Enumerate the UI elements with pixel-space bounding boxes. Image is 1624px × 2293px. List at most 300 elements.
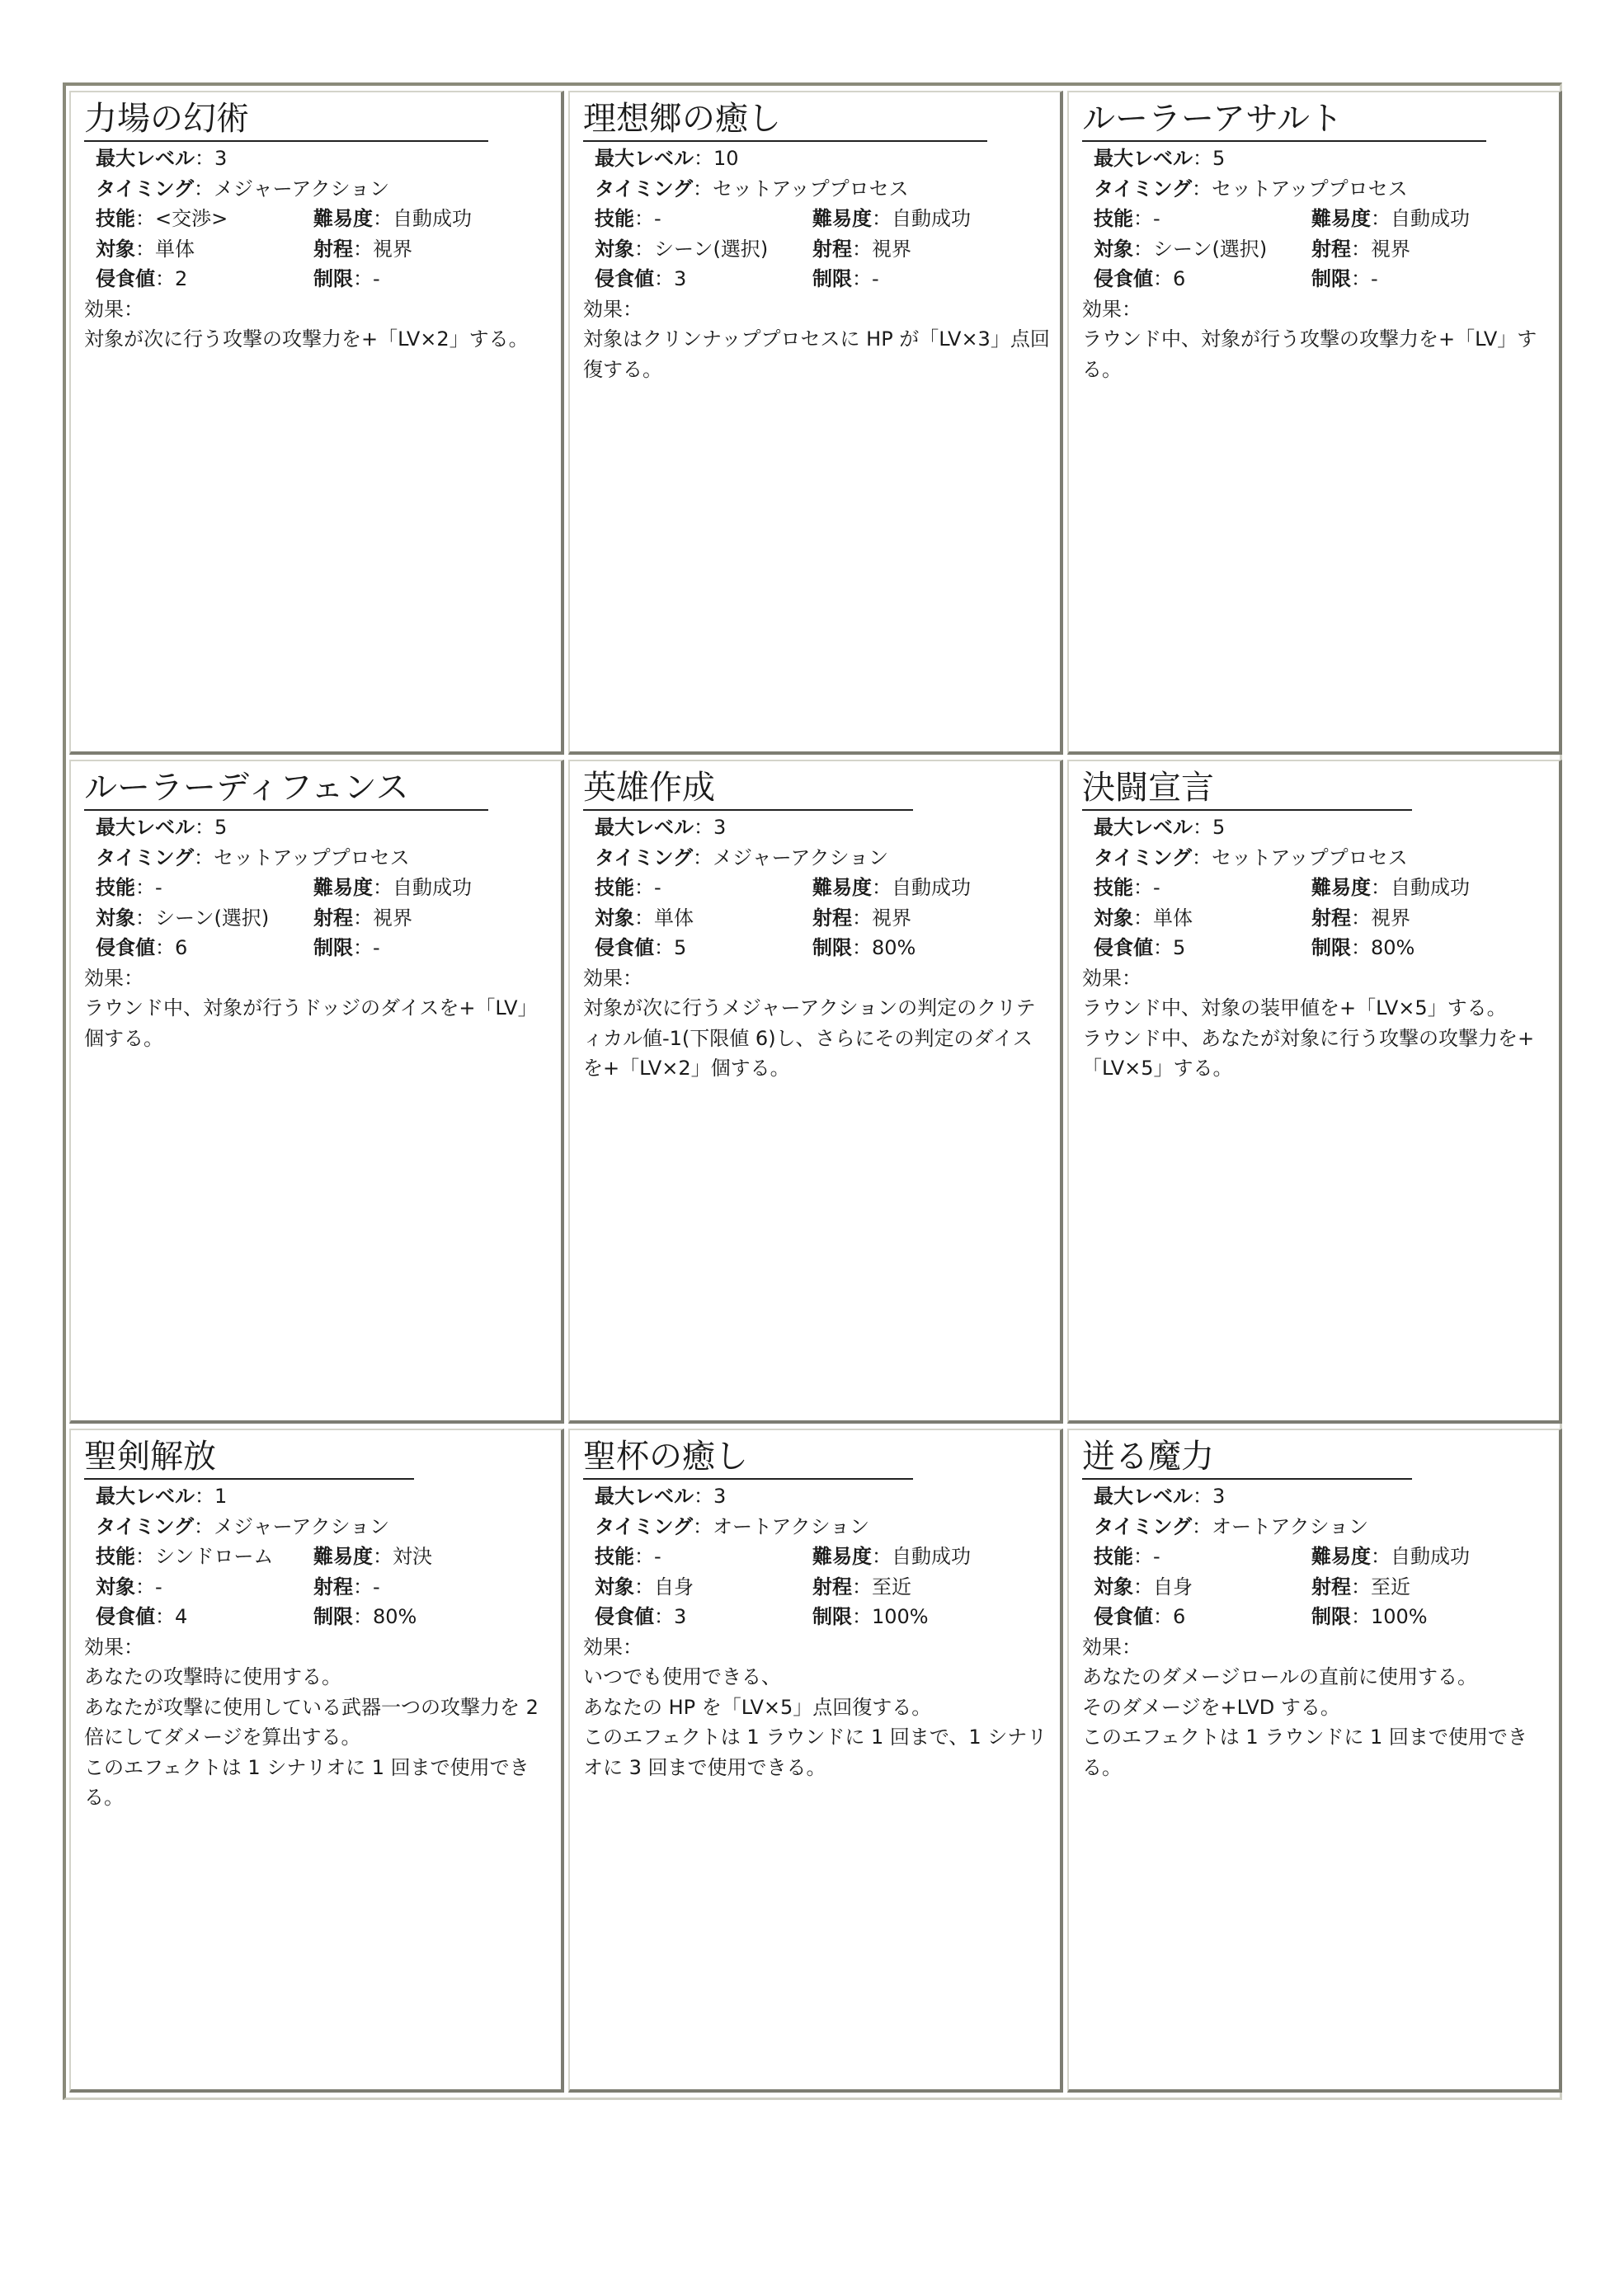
separator: ： <box>1371 876 1391 899</box>
timing-value: メジャーアクション <box>713 845 889 869</box>
erosion-limit-row <box>84 1602 551 1632</box>
effect-card-8 <box>568 1429 1063 2093</box>
target-range-row <box>1082 1572 1549 1603</box>
skill-label: 技能 <box>96 1545 135 1568</box>
erosion-label: 侵食値 <box>1094 936 1153 959</box>
skill-difficulty-row <box>1082 1542 1549 1572</box>
max-level-label: 最大レベル <box>595 147 694 170</box>
max-level-label: 最大レベル <box>1094 1485 1193 1508</box>
difficulty-label: 難易度 <box>1311 207 1371 230</box>
separator: ： <box>1351 267 1371 290</box>
skill-value: - <box>155 876 162 899</box>
effect-line: 対象はクリンナッププロセスに HP が「LV×3」点回復する。 <box>583 327 1050 381</box>
max-level-value: 5 <box>214 816 228 839</box>
effect-card-3 <box>1067 91 1562 755</box>
separator: ： <box>852 906 872 930</box>
range-value: - <box>373 1575 380 1599</box>
separator: ： <box>694 816 713 839</box>
max-level-row <box>1082 812 1549 843</box>
max-level-label: 最大レベル <box>96 1485 195 1508</box>
difficulty-value: 自動成功 <box>892 876 971 899</box>
separator: ： <box>135 1575 155 1599</box>
separator: ： <box>634 1545 654 1568</box>
effect-text <box>583 1662 1050 1782</box>
range-label: 射程 <box>313 906 353 930</box>
separator: ： <box>1193 1485 1212 1508</box>
timing-value: セットアッププロセス <box>1212 177 1408 200</box>
erosion-limit-row <box>1082 264 1549 294</box>
target-label: 対象 <box>96 1575 135 1599</box>
target-range-row <box>583 234 1050 265</box>
erosion-limit-row <box>583 1602 1050 1632</box>
separator: ： <box>1351 237 1371 261</box>
separator: ： <box>195 147 214 170</box>
max-level-value: 10 <box>713 147 739 170</box>
difficulty-value: 自動成功 <box>892 1545 971 1568</box>
effect-label: 効果： <box>84 966 144 990</box>
difficulty-label: 難易度 <box>812 876 872 899</box>
difficulty-value: 自動成功 <box>393 207 472 230</box>
effect-card-6 <box>1067 760 1562 1424</box>
range-label: 射程 <box>812 906 852 930</box>
erosion-value: 4 <box>175 1605 188 1628</box>
timing-label: タイミング <box>1094 1514 1193 1538</box>
skill-label: 技能 <box>595 207 634 230</box>
card-title: ルーラーアサルト <box>1082 97 1486 142</box>
range-value: 視界 <box>373 906 412 930</box>
effect-label: 効果： <box>1082 1635 1142 1659</box>
separator: ： <box>135 876 155 899</box>
separator: ： <box>872 1545 892 1568</box>
card-title: ルーラーディフェンス <box>84 766 488 811</box>
skill-label: 技能 <box>1094 1545 1133 1568</box>
target-range-row <box>84 903 551 934</box>
timing-row <box>583 1512 1050 1542</box>
separator: ： <box>1133 1545 1153 1568</box>
erosion-value: 6 <box>1173 1605 1186 1628</box>
limit-label: 制限 <box>313 1605 353 1628</box>
erosion-label: 侵食値 <box>96 936 155 959</box>
timing-row <box>84 174 551 205</box>
target-label: 対象 <box>1094 906 1133 930</box>
effect-line: あなたのダメージロールの直前に使用する。 <box>1082 1665 1478 1688</box>
max-level-row <box>1082 1481 1549 1512</box>
card-title: 聖剣解放 <box>84 1435 414 1480</box>
target-label: 対象 <box>595 237 634 261</box>
separator: ： <box>1133 1575 1153 1599</box>
limit-value: - <box>373 267 380 290</box>
separator: ： <box>194 1514 214 1538</box>
target-label: 対象 <box>96 906 135 930</box>
timing-row <box>1082 174 1549 205</box>
card-sheet <box>63 82 1562 2100</box>
effect-label: 効果： <box>84 297 144 321</box>
range-label: 射程 <box>1311 906 1351 930</box>
target-range-row <box>1082 234 1549 265</box>
separator: ： <box>872 876 892 899</box>
max-level-row <box>84 1481 551 1512</box>
effect-line: このエフェクトは 1 シナリオに 1 回まで使用できる。 <box>84 1755 530 1809</box>
erosion-label: 侵食値 <box>96 1605 155 1628</box>
effect-card-7 <box>69 1429 564 2093</box>
separator: ： <box>155 936 175 959</box>
effect-card-1 <box>69 91 564 755</box>
separator: ： <box>353 267 373 290</box>
max-level-row <box>84 812 551 843</box>
erosion-limit-row <box>583 264 1050 294</box>
max-level-row <box>1082 144 1549 174</box>
skill-value: シンドローム <box>155 1545 274 1568</box>
skill-difficulty-row <box>583 873 1050 903</box>
effect-text <box>84 993 551 1053</box>
erosion-limit-row <box>84 264 551 294</box>
separator: ： <box>693 1514 713 1538</box>
card-title: 迸る魔力 <box>1082 1435 1412 1480</box>
limit-label: 制限 <box>1311 1605 1351 1628</box>
separator: ： <box>353 1575 373 1599</box>
difficulty-value: 自動成功 <box>1391 1545 1470 1568</box>
separator: ： <box>694 147 713 170</box>
target-value: 単体 <box>155 237 195 261</box>
difficulty-label: 難易度 <box>313 207 373 230</box>
separator: ： <box>353 936 373 959</box>
effect-line: ラウンド中、対象が行う攻撃の攻撃力を+「LV」する。 <box>1082 327 1537 381</box>
effect-label: 効果： <box>583 966 643 990</box>
erosion-label: 侵食値 <box>595 936 654 959</box>
effect-line: ラウンド中、あなたが対象に行う攻撃の攻撃力を+「LV×5」する。 <box>1082 1026 1535 1080</box>
separator: ： <box>1192 1514 1212 1538</box>
effect-text <box>84 1662 551 1813</box>
range-value: 至近 <box>1371 1575 1410 1599</box>
card-title: 英雄作成 <box>583 766 913 811</box>
separator: ： <box>654 936 674 959</box>
timing-value: メジャーアクション <box>214 1514 390 1538</box>
effect-label: 効果： <box>1082 297 1142 321</box>
separator: ： <box>1133 876 1153 899</box>
timing-label: タイミング <box>96 1514 195 1538</box>
effect-text <box>583 993 1050 1084</box>
target-value: シーン(選択) <box>654 237 769 261</box>
target-range-row <box>84 234 551 265</box>
skill-label: 技能 <box>96 207 135 230</box>
separator: ： <box>634 906 654 930</box>
skill-value: - <box>654 876 661 899</box>
limit-label: 制限 <box>812 267 852 290</box>
effect-card-4 <box>69 760 564 1424</box>
range-value: 視界 <box>1371 906 1410 930</box>
timing-value: オートアクション <box>1212 1514 1369 1538</box>
timing-label: タイミング <box>595 1514 694 1538</box>
limit-value: - <box>373 936 380 959</box>
range-value: 視界 <box>373 237 412 261</box>
target-value: シーン(選択) <box>1153 237 1268 261</box>
max-level-value: 5 <box>1212 147 1226 170</box>
separator: ： <box>1193 147 1212 170</box>
separator: ： <box>1153 267 1173 290</box>
effect-text <box>1082 1662 1549 1782</box>
target-value: 単体 <box>654 906 694 930</box>
effect-line: あなたが攻撃に使用している武器一つの攻撃力を 2 倍にしてダメージを算出する。 <box>84 1695 539 1749</box>
limit-label: 制限 <box>1311 936 1351 959</box>
max-level-label: 最大レベル <box>595 816 694 839</box>
skill-label: 技能 <box>595 1545 634 1568</box>
erosion-label: 侵食値 <box>595 1605 654 1628</box>
range-label: 射程 <box>812 237 852 261</box>
separator: ： <box>1351 906 1371 930</box>
effect-line: ラウンド中、対象が行うドッジのダイスを+「LV」個する。 <box>84 996 538 1050</box>
range-value: 至近 <box>872 1575 911 1599</box>
separator: ： <box>135 207 155 230</box>
skill-label: 技能 <box>1094 876 1133 899</box>
separator: ： <box>852 237 872 261</box>
target-value: 自身 <box>654 1575 694 1599</box>
separator: ： <box>852 936 872 959</box>
max-level-row <box>583 812 1050 843</box>
separator: ： <box>654 267 674 290</box>
separator: ： <box>693 845 713 869</box>
limit-label: 制限 <box>812 1605 852 1628</box>
skill-difficulty-row <box>84 873 551 903</box>
card-title: 理想郷の癒し <box>583 97 987 142</box>
difficulty-value: 自動成功 <box>892 207 971 230</box>
separator: ： <box>694 1485 713 1508</box>
separator: ： <box>634 237 654 261</box>
effect-card-5 <box>568 760 1063 1424</box>
separator: ： <box>135 906 155 930</box>
erosion-value: 5 <box>674 936 687 959</box>
separator: ： <box>1371 1545 1391 1568</box>
timing-label: タイミング <box>595 177 694 200</box>
max-level-value: 3 <box>214 147 228 170</box>
separator: ： <box>135 1545 155 1568</box>
target-label: 対象 <box>1094 237 1133 261</box>
target-value: 自身 <box>1153 1575 1193 1599</box>
card-title: 決闘宣言 <box>1082 766 1412 811</box>
timing-value: セットアッププロセス <box>1212 845 1408 869</box>
target-label: 対象 <box>595 1575 634 1599</box>
erosion-limit-row <box>1082 1602 1549 1632</box>
range-label: 射程 <box>313 237 353 261</box>
effect-line: ラウンド中、対象の装甲値を+「LV×5」する。 <box>1082 996 1507 1019</box>
skill-value: - <box>1153 1545 1160 1568</box>
separator: ： <box>1153 1605 1173 1628</box>
timing-label: タイミング <box>1094 845 1193 869</box>
timing-row <box>583 843 1050 873</box>
max-level-row <box>583 1481 1050 1512</box>
separator: ： <box>1192 177 1212 200</box>
separator: ： <box>353 906 373 930</box>
timing-label: タイミング <box>96 177 195 200</box>
range-value: 視界 <box>872 906 911 930</box>
skill-value: - <box>654 207 661 230</box>
timing-row <box>1082 1512 1549 1542</box>
range-label: 射程 <box>812 1575 852 1599</box>
range-value: 視界 <box>872 237 911 261</box>
separator: ： <box>155 267 175 290</box>
skill-label: 技能 <box>96 876 135 899</box>
erosion-label: 侵食値 <box>595 267 654 290</box>
limit-value: 80% <box>1371 936 1415 959</box>
skill-difficulty-row <box>84 1542 551 1572</box>
max-level-value: 3 <box>713 1485 727 1508</box>
separator: ： <box>1153 936 1173 959</box>
limit-value: - <box>872 267 879 290</box>
difficulty-value: 対決 <box>393 1545 432 1568</box>
range-label: 射程 <box>1311 237 1351 261</box>
target-value: - <box>155 1575 162 1599</box>
skill-value: - <box>1153 876 1160 899</box>
skill-value: - <box>654 1545 661 1568</box>
effect-label: 効果： <box>583 297 643 321</box>
erosion-limit-row <box>84 933 551 963</box>
difficulty-value: 自動成功 <box>393 876 472 899</box>
target-range-row <box>583 1572 1050 1603</box>
separator: ： <box>1133 237 1153 261</box>
limit-value: 100% <box>872 1605 929 1628</box>
skill-difficulty-row <box>84 204 551 234</box>
effect-card-9 <box>1067 1429 1562 2093</box>
separator: ： <box>373 876 393 899</box>
separator: ： <box>195 1485 214 1508</box>
separator: ： <box>654 1605 674 1628</box>
limit-label: 制限 <box>313 267 353 290</box>
separator: ： <box>194 177 214 200</box>
separator: ： <box>353 1605 373 1628</box>
effect-line: このエフェクトは 1 ラウンドに 1 回まで使用できる。 <box>1082 1726 1528 1779</box>
effect-label: 効果： <box>84 1635 144 1659</box>
max-level-value: 1 <box>214 1485 228 1508</box>
max-level-value: 3 <box>713 816 727 839</box>
separator: ： <box>194 845 214 869</box>
erosion-value: 5 <box>1173 936 1186 959</box>
target-range-row <box>1082 903 1549 934</box>
effect-line: あなたの攻撃時に使用する。 <box>84 1665 341 1688</box>
separator: ： <box>634 876 654 899</box>
erosion-value: 6 <box>175 936 188 959</box>
difficulty-label: 難易度 <box>1311 1545 1371 1568</box>
effect-label: 効果： <box>583 1635 643 1659</box>
separator: ： <box>872 207 892 230</box>
range-value: 視界 <box>1371 237 1410 261</box>
effect-line: あなたの HP を「LV×5」点回復する。 <box>583 1695 932 1719</box>
timing-label: タイミング <box>96 845 195 869</box>
effect-line: そのダメージを+LVD する。 <box>1082 1695 1340 1719</box>
skill-label: 技能 <box>595 876 634 899</box>
separator: ： <box>1351 1575 1371 1599</box>
difficulty-value: 自動成功 <box>1391 876 1470 899</box>
skill-difficulty-row <box>1082 873 1549 903</box>
effect-text <box>1082 993 1549 1084</box>
timing-value: メジャーアクション <box>214 177 390 200</box>
timing-label: タイミング <box>595 845 694 869</box>
max-level-value: 3 <box>1212 1485 1226 1508</box>
max-level-label: 最大レベル <box>1094 147 1193 170</box>
effect-label: 効果： <box>1082 966 1142 990</box>
max-level-label: 最大レベル <box>96 816 195 839</box>
erosion-limit-row <box>1082 933 1549 963</box>
timing-row <box>84 843 551 873</box>
effect-card-2 <box>568 91 1063 755</box>
timing-value: オートアクション <box>713 1514 870 1538</box>
target-range-row <box>84 1572 551 1603</box>
target-label: 対象 <box>595 906 634 930</box>
difficulty-label: 難易度 <box>812 207 872 230</box>
separator: ： <box>852 267 872 290</box>
separator: ： <box>155 1605 175 1628</box>
separator: ： <box>1351 936 1371 959</box>
range-label: 射程 <box>313 1575 353 1599</box>
separator: ： <box>852 1575 872 1599</box>
erosion-label: 侵食値 <box>1094 267 1153 290</box>
erosion-value: 3 <box>674 1605 687 1628</box>
erosion-value: 3 <box>674 267 687 290</box>
max-level-label: 最大レベル <box>595 1485 694 1508</box>
separator: ： <box>634 1575 654 1599</box>
limit-label: 制限 <box>1311 267 1351 290</box>
target-value: シーン(選択) <box>155 906 270 930</box>
difficulty-label: 難易度 <box>313 876 373 899</box>
separator: ： <box>693 177 713 200</box>
separator: ： <box>373 207 393 230</box>
target-label: 対象 <box>1094 1575 1133 1599</box>
separator: ： <box>1371 207 1391 230</box>
difficulty-value: 自動成功 <box>1391 207 1470 230</box>
separator: ： <box>1192 845 1212 869</box>
skill-value: <交渉> <box>155 207 228 230</box>
timing-value: セットアッププロセス <box>214 845 410 869</box>
limit-label: 制限 <box>313 936 353 959</box>
card-title: 聖杯の癒し <box>583 1435 913 1480</box>
separator: ： <box>1133 207 1153 230</box>
limit-value: 80% <box>872 936 916 959</box>
target-value: 単体 <box>1153 906 1193 930</box>
difficulty-label: 難易度 <box>1311 876 1371 899</box>
max-level-label: 最大レベル <box>96 147 195 170</box>
difficulty-label: 難易度 <box>313 1545 373 1568</box>
separator: ： <box>1133 906 1153 930</box>
max-level-row <box>84 144 551 174</box>
skill-value: - <box>1153 207 1160 230</box>
effect-line: 対象が次に行う攻撃の攻撃力を+「LV×2」する。 <box>84 327 529 351</box>
limit-value: 100% <box>1371 1605 1428 1628</box>
max-level-label: 最大レベル <box>1094 816 1193 839</box>
target-range-row <box>583 903 1050 934</box>
max-level-row <box>583 144 1050 174</box>
timing-row <box>84 1512 551 1542</box>
limit-value: 80% <box>373 1605 417 1628</box>
erosion-value: 2 <box>175 267 188 290</box>
separator: ： <box>852 1605 872 1628</box>
separator: ： <box>1193 816 1212 839</box>
erosion-value: 6 <box>1173 267 1186 290</box>
effect-line: このエフェクトは 1 ラウンドに 1 回まで、1 シナリオに 3 回まで使用できる。 <box>583 1726 1047 1779</box>
timing-value: セットアッププロセス <box>713 177 909 200</box>
timing-label: タイミング <box>1094 177 1193 200</box>
separator: ： <box>353 237 373 261</box>
separator: ： <box>1351 1605 1371 1628</box>
skill-difficulty-row <box>583 204 1050 234</box>
limit-value: - <box>1371 267 1378 290</box>
separator: ： <box>135 237 155 261</box>
erosion-label: 侵食値 <box>96 267 155 290</box>
effect-line: いつでも使用できる、 <box>583 1665 781 1688</box>
erosion-label: 侵食値 <box>1094 1605 1153 1628</box>
skill-difficulty-row <box>1082 204 1549 234</box>
separator: ： <box>195 816 214 839</box>
timing-row <box>1082 843 1549 873</box>
max-level-value: 5 <box>1212 816 1226 839</box>
skill-label: 技能 <box>1094 207 1133 230</box>
